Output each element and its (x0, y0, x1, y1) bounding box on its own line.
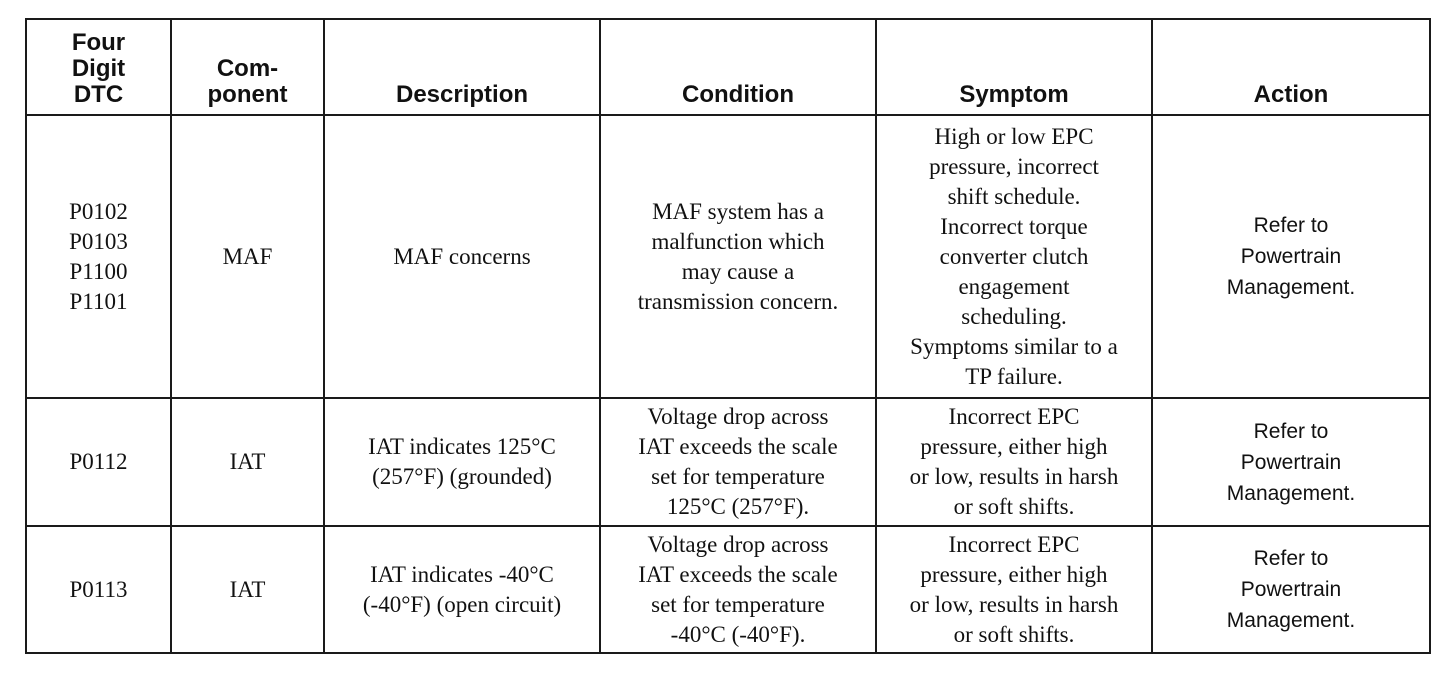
dtc-cell: P0102 P0103 P1100 P1101 (26, 115, 171, 398)
action-cell: Refer to Powertrain Management. (1152, 398, 1430, 526)
description-cell: MAF concerns (324, 115, 600, 398)
table-row (26, 115, 1430, 398)
symptom-cell: Incorrect EPC pressure, either high or low, results in harsh or soft shifts. (876, 398, 1152, 526)
condition-cell: MAF system has a malfunction which may cause a transmission concern. (600, 115, 876, 398)
component-cell: MAF (171, 115, 324, 398)
symptom-cell: Incorrect EPC pressure, either high or low, results in harsh or soft shifts. (876, 526, 1152, 653)
dtc-table (25, 18, 1431, 654)
description-cell: IAT indicates -40°C (-40°F) (open circuit) (324, 526, 600, 653)
description-cell: IAT indicates 125°C (257°F) (grounded) (324, 398, 600, 526)
action-cell: Refer to Powertrain Management. (1152, 526, 1430, 653)
symptom-cell: High or low EPC pressure, incorrect shift schedule. Incorrect torque converter clutch engagement scheduling. Symptoms similar to a TP failure. (876, 115, 1152, 398)
header-dtc: Four Digit DTC (26, 19, 171, 115)
action-cell: Refer to Powertrain Management. (1152, 115, 1430, 398)
header-condition: Condition (600, 19, 876, 115)
dtc-cell: P0113 (26, 526, 171, 653)
component-cell: IAT (171, 526, 324, 653)
component-cell: IAT (171, 398, 324, 526)
header-action: Action (1152, 19, 1430, 115)
header-row (26, 19, 1430, 115)
header-description: Description (324, 19, 600, 115)
header-symptom: Symptom (876, 19, 1152, 115)
condition-cell: Voltage drop across IAT exceeds the scale set for temperature 125°C (257°F). (600, 398, 876, 526)
condition-cell: Voltage drop across IAT exceeds the scale set for temperature -40°C (-40°F). (600, 526, 876, 653)
table-row (26, 398, 1430, 526)
header-component: Com- ponent (171, 19, 324, 115)
table-row (26, 526, 1430, 653)
dtc-cell: P0112 (26, 398, 171, 526)
